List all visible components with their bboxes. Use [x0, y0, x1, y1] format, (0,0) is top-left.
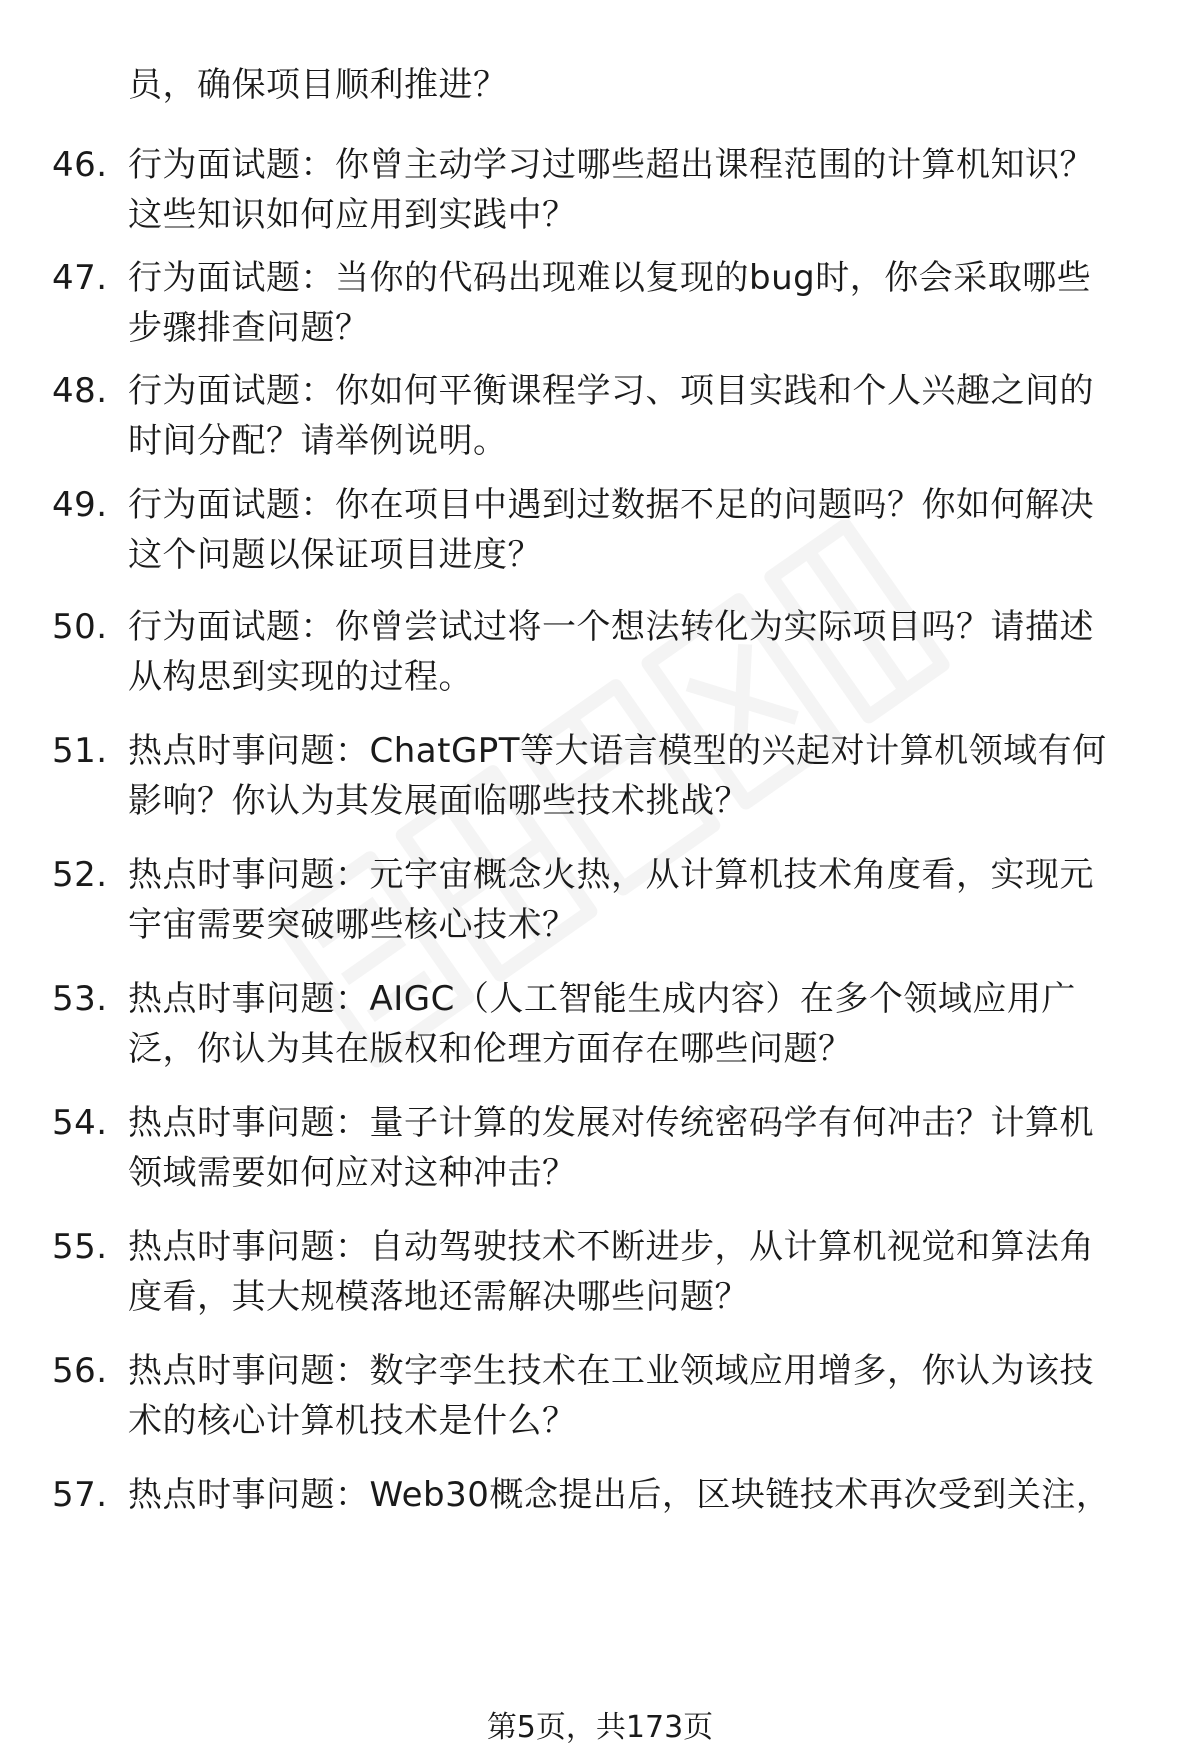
question-line: 从构思到实现的过程。: [128, 657, 473, 697]
question-number: 50.: [52, 607, 108, 647]
question-line: 热点时事问题：自动驾驶技术不断进步，从计算机视觉和算法角: [128, 1227, 1094, 1267]
question-number: 53.: [52, 979, 108, 1019]
question-number: 46.: [52, 145, 108, 185]
question-text: [128, 850, 1148, 950]
question-number: 52.: [52, 855, 108, 895]
question-number: 47.: [52, 258, 108, 298]
question-line: 行为面试题：你在项目中遇到过数据不足的问题吗？你如何解决: [128, 485, 1094, 525]
question-text: [128, 1098, 1148, 1198]
question-line: 热点时事问题：Web30概念提出后，区块链技术再次受到关注，: [128, 1475, 1111, 1515]
question-line: 术的核心计算机技术是什么？: [128, 1401, 577, 1441]
question-line: 领域需要如何应对这种冲击？: [128, 1153, 577, 1193]
question-number: 49.: [52, 485, 108, 525]
question-number: 55.: [52, 1227, 108, 1267]
continuation-line: 员，确保项目顺利推进？: [128, 65, 508, 105]
question-line: 影响？你认为其发展面临哪些技术挑战？: [128, 781, 749, 821]
question-line: 行为面试题：你如何平衡课程学习、项目实践和个人兴趣之间的: [128, 371, 1094, 411]
question-number: 57.: [52, 1475, 108, 1515]
question-text: [128, 1470, 1148, 1520]
question-line: 度看，其大规模落地还需解决哪些问题？: [128, 1277, 749, 1317]
question-line: 热点时事问题：数字孪生技术在工业领域应用增多，你认为该技: [128, 1351, 1094, 1391]
question-line: 行为面试题：你曾主动学习过哪些超出课程范围的计算机知识？: [128, 145, 1094, 185]
question-number: 51.: [52, 731, 108, 771]
question-line: 热点时事问题：量子计算的发展对传统密码学有何冲击？计算机: [128, 1103, 1094, 1143]
question-line: 这个问题以保证项目进度？: [128, 535, 542, 575]
question-line: 步骤排查问题？: [128, 308, 370, 348]
question-text: [128, 140, 1148, 240]
question-text: [128, 366, 1148, 466]
question-line: 泛，你认为其在版权和伦理方面存在哪些问题？: [128, 1029, 853, 1069]
question-line: 宇宙需要突破哪些核心技术？: [128, 905, 577, 945]
question-line: 热点时事问题：元宇宙概念火热，从计算机技术角度看，实现元: [128, 855, 1094, 895]
question-line: 热点时事问题：ChatGPT等大语言模型的兴起对计算机领域有何: [128, 731, 1107, 771]
question-text: [128, 1222, 1148, 1322]
question-number: 56.: [52, 1351, 108, 1391]
question-number: 54.: [52, 1103, 108, 1143]
question-text: [128, 253, 1148, 353]
question-line: 热点时事问题：AIGC（人工智能生成内容）在多个领域应用广: [128, 979, 1076, 1019]
question-line: 时间分配？请举例说明。: [128, 421, 508, 461]
question-line: 行为面试题：你曾尝试过将一个想法转化为实际项目吗？请描述: [128, 607, 1094, 647]
question-text: [128, 726, 1148, 826]
question-line: 行为面试题：当你的代码出现难以复现的bug时，你会采取哪些: [128, 258, 1092, 298]
question-number: 48.: [52, 371, 108, 411]
question-text: [128, 602, 1148, 702]
question-text: [128, 974, 1148, 1074]
question-text: [128, 480, 1148, 580]
page-footer: 第5页，共173页: [486, 1710, 714, 1745]
question-line: 这些知识如何应用到实践中？: [128, 195, 577, 235]
question-text: [128, 1346, 1148, 1446]
